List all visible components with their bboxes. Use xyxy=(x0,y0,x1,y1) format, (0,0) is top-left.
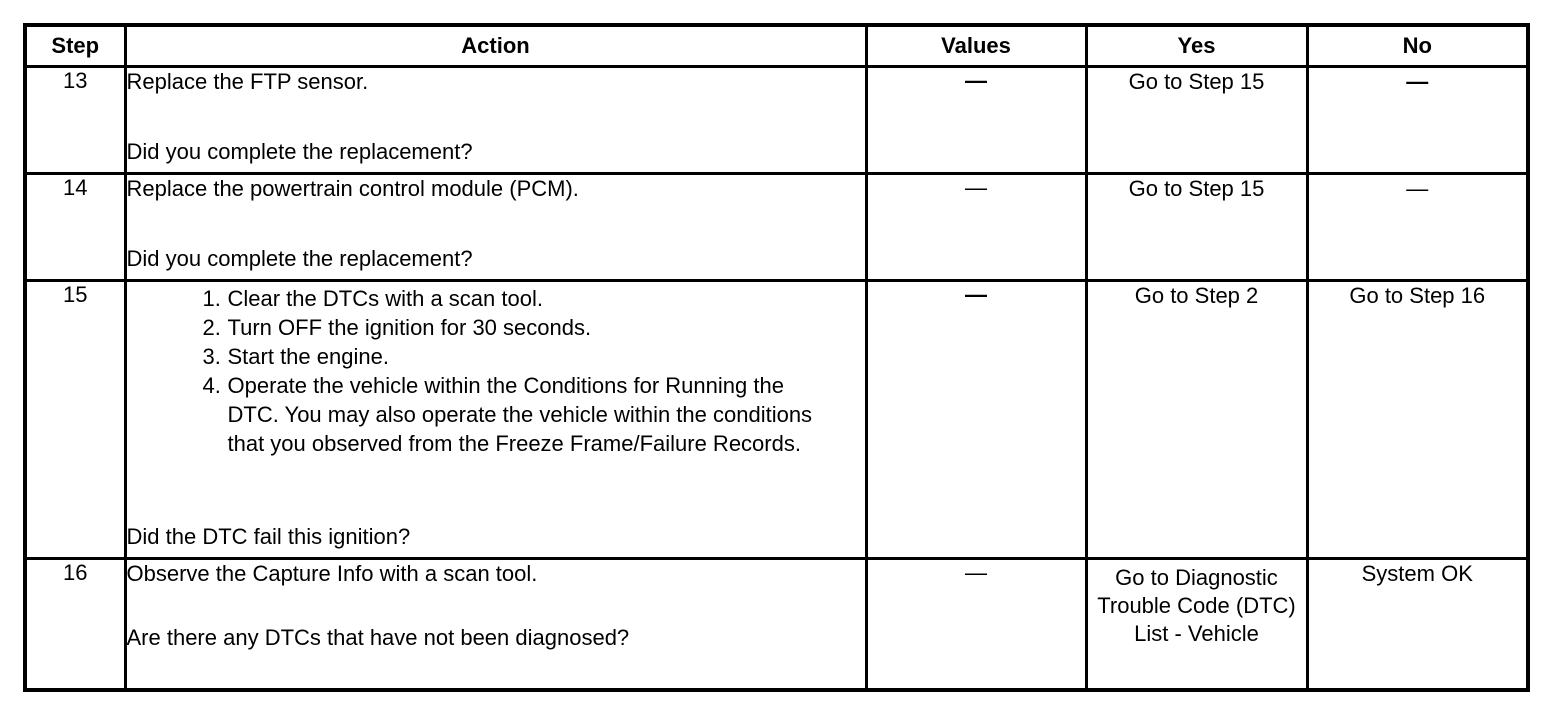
list-item-number: 3. xyxy=(202,344,221,369)
header-no: No xyxy=(1307,25,1528,67)
no-cell: System OK xyxy=(1307,559,1528,691)
table-row xyxy=(25,67,1528,174)
list-item-text: Turn OFF the ignition for 30 seconds. xyxy=(227,315,592,340)
list-item-number: 1. xyxy=(202,286,221,311)
action-question: Did you complete the replacement? xyxy=(126,139,473,164)
no-cell: — xyxy=(1307,174,1528,281)
action-cell xyxy=(125,174,866,281)
step-number: 14 xyxy=(25,174,125,281)
yes-cell: Go to Step 15 xyxy=(1086,67,1307,174)
action-text: Replace the FTP sensor. xyxy=(126,69,369,94)
list-item-text: Clear the DTCs with a scan tool. xyxy=(227,286,543,311)
list-item-text: Start the engine. xyxy=(227,344,389,369)
action-question: Did the DTC fail this ignition? xyxy=(126,524,411,549)
action-question: Did you complete the replacement? xyxy=(126,246,473,271)
yes-cell: Go to Step 15 xyxy=(1086,174,1307,281)
list-item-number: 4. xyxy=(202,373,221,398)
list-item-number: 2. xyxy=(202,315,221,340)
step-number: 13 xyxy=(25,67,125,174)
yes-cell: Go to Step 2 xyxy=(1086,281,1307,559)
no-cell: — xyxy=(1307,67,1528,174)
list-item xyxy=(127,284,865,313)
values-cell: — xyxy=(866,281,1086,559)
procedure-list xyxy=(127,284,865,458)
diagnostic-table xyxy=(23,23,1530,692)
header-values: Values xyxy=(866,25,1086,67)
header-action: Action xyxy=(125,25,866,67)
header-step: Step xyxy=(25,25,125,67)
list-item xyxy=(127,371,865,458)
values-cell: — xyxy=(866,559,1086,691)
no-cell: Go to Step 16 xyxy=(1307,281,1528,559)
list-item xyxy=(127,342,865,371)
yes-cell xyxy=(1086,559,1307,691)
step-number: 15 xyxy=(25,281,125,559)
values-cell: — xyxy=(866,67,1086,174)
table-row xyxy=(25,174,1528,281)
step-number: 16 xyxy=(25,559,125,691)
header-row xyxy=(25,25,1528,67)
list-item-text: Operate the vehicle within the Conditions for Running the DTC. You may also operate the vehicle within the conditions that you observed from the Freeze Frame/Failure Records. xyxy=(227,373,813,456)
action-text: Observe the Capture Info with a scan tool. xyxy=(126,561,538,586)
values-cell: — xyxy=(866,174,1086,281)
header-yes: Yes xyxy=(1086,25,1307,67)
action-cell xyxy=(125,559,866,691)
list-item xyxy=(127,313,865,342)
action-cell xyxy=(125,67,866,174)
action-question: Are there any DTCs that have not been diagnosed? xyxy=(126,625,630,650)
table-row xyxy=(25,281,1528,559)
yes-link-text: Go to Diagnostic Trouble Code (DTC) List - Vehicle xyxy=(1097,565,1296,646)
action-cell xyxy=(125,281,866,559)
action-text: Replace the powertrain control module (PCM). xyxy=(126,176,579,201)
table-row xyxy=(25,559,1528,691)
